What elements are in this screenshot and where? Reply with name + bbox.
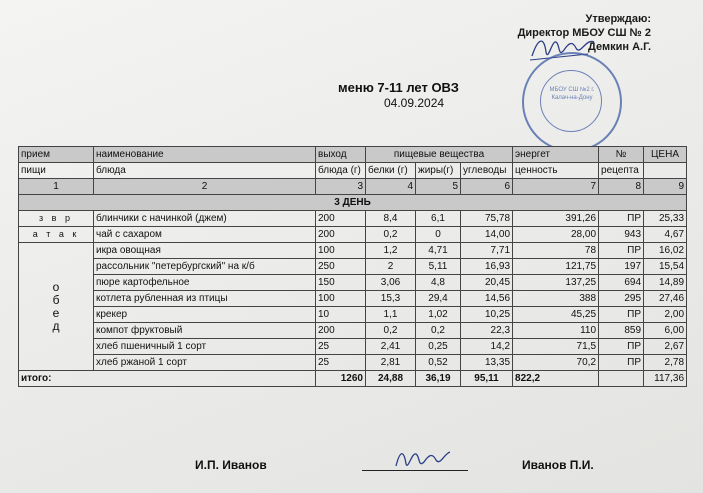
- dish-protein: 0,2: [366, 323, 416, 339]
- dish-recipe: 694: [599, 275, 644, 291]
- header-row-2: [19, 163, 687, 179]
- dish-recipe: 859: [599, 323, 644, 339]
- dish-price: 27,46: [644, 291, 687, 307]
- dish-energy: 388: [513, 291, 599, 307]
- breakfast-label-2: а т а к: [19, 227, 94, 243]
- header-recipe: рецепта: [599, 163, 644, 179]
- dish-energy: 28,00: [513, 227, 599, 243]
- dish-price: 25,33: [644, 211, 687, 227]
- dish-fat: 1,02: [416, 307, 461, 323]
- lunch-letter: б: [52, 292, 60, 307]
- day-row: [19, 195, 687, 211]
- dish-recipe: ПР: [599, 243, 644, 259]
- header-dish-2: блюда: [94, 163, 316, 179]
- header-fat: жиры(г): [416, 163, 461, 179]
- approval-name: Демкин А.Г.: [588, 41, 651, 53]
- dish-name: пюре картофельное: [94, 275, 316, 291]
- day-label: 3 ДЕНЬ: [19, 195, 687, 211]
- dish-protein: 8,4: [366, 211, 416, 227]
- table-row: [19, 323, 687, 339]
- dish-name: чай с сахаром: [94, 227, 316, 243]
- dish-recipe: 295: [599, 291, 644, 307]
- stamp-text: МБОУ СШ №2 г. Калач-на-Дону: [549, 87, 595, 101]
- signature-mark: [392, 446, 452, 472]
- header-energy: энергет: [513, 147, 599, 163]
- dish-carbs: 14,56: [461, 291, 513, 307]
- dish-output: 25: [316, 339, 366, 355]
- dish-name: рассольник "петербургский" на к/б: [94, 259, 316, 275]
- approval-position: Директор МБОУ СШ № 2: [517, 27, 651, 39]
- total-carbs: 95,11: [461, 371, 513, 387]
- dish-name: икра овощная: [94, 243, 316, 259]
- col-num: 5: [416, 179, 461, 195]
- lunch-label: [19, 243, 94, 371]
- official-stamp: [522, 52, 622, 152]
- dish-fat: 5,11: [416, 259, 461, 275]
- dish-energy: 71,5: [513, 339, 599, 355]
- header-price: ЦЕНА: [644, 147, 687, 163]
- dish-protein: 15,3: [366, 291, 416, 307]
- dish-fat: 4,71: [416, 243, 461, 259]
- dish-output: 250: [316, 259, 366, 275]
- table-row: [19, 291, 687, 307]
- dish-energy: 70,2: [513, 355, 599, 371]
- dish-fat: 4,8: [416, 275, 461, 291]
- col-num: 4: [366, 179, 416, 195]
- dish-name: крекер: [94, 307, 316, 323]
- dish-recipe: ПР: [599, 211, 644, 227]
- dish-energy: 78: [513, 243, 599, 259]
- dish-recipe: ПР: [599, 339, 644, 355]
- dish-fat: 0,2: [416, 323, 461, 339]
- table-row: [19, 259, 687, 275]
- dish-fat: 29,4: [416, 291, 461, 307]
- dish-output: 100: [316, 291, 366, 307]
- col-num: 1: [19, 179, 94, 195]
- dish-carbs: 75,78: [461, 211, 513, 227]
- dish-carbs: 7,71: [461, 243, 513, 259]
- header-row-1: [19, 147, 687, 163]
- dish-carbs: 16,93: [461, 259, 513, 275]
- dish-carbs: 20,45: [461, 275, 513, 291]
- dish-carbs: 13,35: [461, 355, 513, 371]
- menu-table: [18, 146, 687, 387]
- col-num: 2: [94, 179, 316, 195]
- column-number-row: [19, 179, 687, 195]
- dish-output: 100: [316, 243, 366, 259]
- header-meal: прием: [19, 147, 94, 163]
- dish-price: 2,00: [644, 307, 687, 323]
- header-energy-2: ценность: [513, 163, 599, 179]
- breakfast-label: з в р: [19, 211, 94, 227]
- dish-carbs: 10,25: [461, 307, 513, 323]
- dish-recipe: ПР: [599, 355, 644, 371]
- dish-output: 10: [316, 307, 366, 323]
- header-carbs: углеводы: [461, 163, 513, 179]
- dish-price: 16,02: [644, 243, 687, 259]
- dish-protein: 2: [366, 259, 416, 275]
- dish-energy: 121,75: [513, 259, 599, 275]
- dish-energy: 391,26: [513, 211, 599, 227]
- dish-energy: 45,25: [513, 307, 599, 323]
- dish-carbs: 14,00: [461, 227, 513, 243]
- dish-protein: 2,41: [366, 339, 416, 355]
- total-energy: 822,2: [513, 371, 599, 387]
- dish-price: 14,89: [644, 275, 687, 291]
- table-row: [19, 211, 687, 227]
- header-output: выход: [316, 147, 366, 163]
- header-nutrients: пищевые вещества: [366, 147, 513, 163]
- dish-price: 15,54: [644, 259, 687, 275]
- table-row: [19, 339, 687, 355]
- dish-price: 6,00: [644, 323, 687, 339]
- header-meal-2: пищи: [19, 163, 94, 179]
- col-num: 6: [461, 179, 513, 195]
- dish-output: 200: [316, 227, 366, 243]
- dish-fat: 0: [416, 227, 461, 243]
- dish-output: 200: [316, 323, 366, 339]
- table-row: [19, 227, 687, 243]
- dish-output: 25: [316, 355, 366, 371]
- dish-output: 150: [316, 275, 366, 291]
- approval-title: Утверждаю:: [585, 13, 651, 25]
- dish-name: котлета рубленная из птицы: [94, 291, 316, 307]
- header-number: №: [599, 147, 644, 163]
- dish-price: 2,67: [644, 339, 687, 355]
- dish-name: хлеб ржаной 1 сорт: [94, 355, 316, 371]
- dish-recipe: 197: [599, 259, 644, 275]
- header-output-2: блюда (г): [316, 163, 366, 179]
- dish-price: 2,78: [644, 355, 687, 371]
- total-fat: 36,19: [416, 371, 461, 387]
- dish-protein: 0,2: [366, 227, 416, 243]
- total-output: 1260: [316, 371, 366, 387]
- total-row: [19, 371, 687, 387]
- total-label: итого:: [19, 371, 316, 387]
- dish-recipe: 943: [599, 227, 644, 243]
- dish-fat: 0,25: [416, 339, 461, 355]
- dish-name: хлеб пшеничный 1 сорт: [94, 339, 316, 355]
- dish-protein: 3,06: [366, 275, 416, 291]
- menu-title: меню 7-11 лет ОВЗ: [338, 80, 459, 95]
- dish-carbs: 22,3: [461, 323, 513, 339]
- dish-recipe: ПР: [599, 307, 644, 323]
- dish-fat: 0,52: [416, 355, 461, 371]
- lunch-letter: о: [52, 279, 60, 294]
- signer-right: Иванов П.И.: [522, 458, 594, 472]
- col-num: 7: [513, 179, 599, 195]
- table-row: [19, 307, 687, 323]
- table-row: [19, 243, 687, 259]
- dish-fat: 6,1: [416, 211, 461, 227]
- col-num: 9: [644, 179, 687, 195]
- col-num: 3: [316, 179, 366, 195]
- dish-energy: 137,25: [513, 275, 599, 291]
- dish-energy: 110: [513, 323, 599, 339]
- dish-price: 4,67: [644, 227, 687, 243]
- signature-line: [362, 470, 468, 471]
- dish-output: 200: [316, 211, 366, 227]
- dish-name: компот фруктовый: [94, 323, 316, 339]
- table-row: [19, 355, 687, 371]
- dish-protein: 1,2: [366, 243, 416, 259]
- lunch-letter: е: [52, 305, 60, 320]
- total-protein: 24,88: [366, 371, 416, 387]
- dish-protein: 2,81: [366, 355, 416, 371]
- dish-carbs: 14,2: [461, 339, 513, 355]
- lunch-letter: д: [52, 318, 60, 333]
- header-dish-name: наименование: [94, 147, 316, 163]
- signer-left: И.П. Иванов: [195, 458, 267, 472]
- dish-protein: 1,1: [366, 307, 416, 323]
- col-num: 8: [599, 179, 644, 195]
- total-price: 117,36: [644, 371, 687, 387]
- table-row: [19, 275, 687, 291]
- menu-date: 04.09.2024: [384, 96, 445, 110]
- header-protein: белки (г): [366, 163, 416, 179]
- dish-name: блинчики с начинкой (джем): [94, 211, 316, 227]
